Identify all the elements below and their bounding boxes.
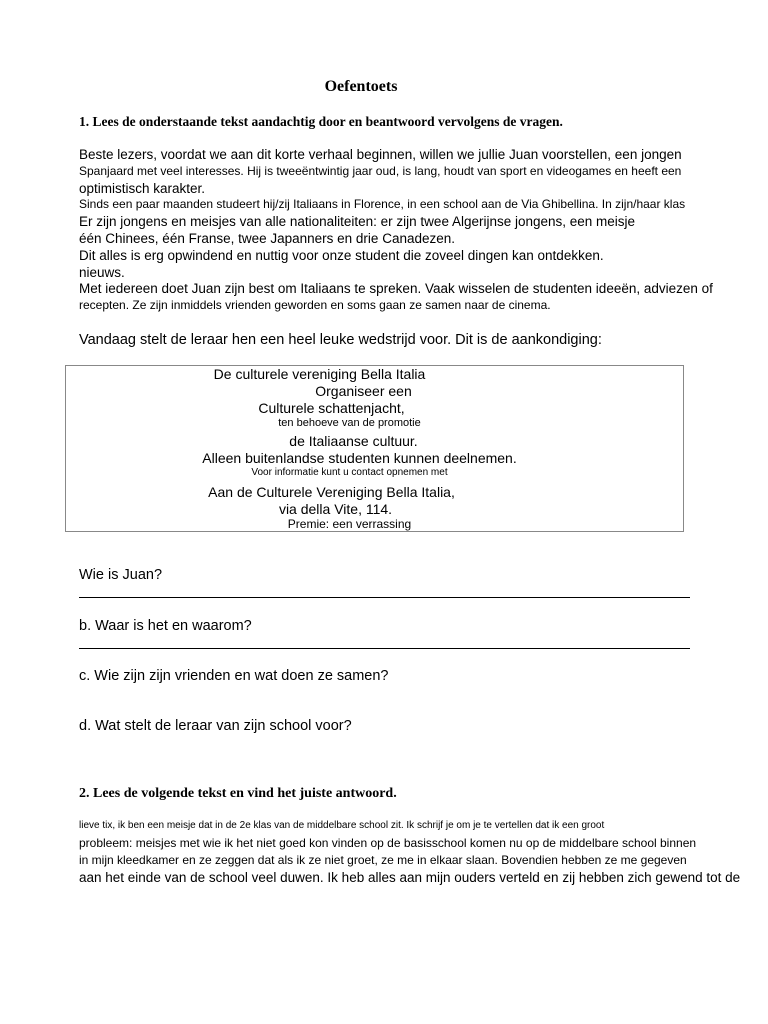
page-title: Oefentoets [324,78,398,95]
text-line: lieve tix, ik ben een meisje dat in de 2e klas van de middelbare school zit. Ik schrijf je om je te vertellen dat ik een groot [79,820,605,831]
announcement-line: Culturele schattenjacht, [258,400,405,416]
text-line: één Chinees, één Franse, twee Japanners en drie Canadezen. [79,231,455,246]
text-line: Met iedereen doet Juan zijn best om Italiaans te spreken. Vaak wisselen de studenten ideeën, adviezen of [79,281,713,296]
text-line: Dit alles is erg opwindend en nuttig voor onze student die zoveel dingen kan ontdekken. [79,248,604,263]
text-line: Spanjaard met veel interesses. Hij is tweeëntwintig jaar oud, is lang, houdt van sport en videogames en heeft een [79,164,682,178]
section-2-heading: 2. Lees de volgende tekst en vind het juiste antwoord. [79,786,397,801]
text-line: Sinds een paar maanden studeert hij/zij Italiaans in Florence, in een school aan de Via Ghibellina. In zijn/haar klas [79,197,686,211]
announcement-line: Voor informatie kunt u contact opnemen met [251,467,448,478]
announcement-intro: Vandaag stelt de leraar hen een heel leuke wedstrijd voor. Dit is de aankondiging: [79,332,602,348]
text-line: nieuws. [79,265,125,280]
answer-line [79,648,690,649]
announcement-box [65,365,684,532]
text-line: recepten. Ze zijn inmiddels vrienden geworden en soms gaan ze samen naar de cinema. [79,298,551,312]
text-line: Beste lezers, voordat we aan dit korte verhaal beginnen, willen we jullie Juan voorstellen, een jongen [79,147,682,162]
announcement-line: Aan de Culturele Vereniging Bella Italia, [208,484,455,500]
question-b: b. Waar is het en waarom? [79,618,252,634]
text-line: probleem: meisjes met wie ik het niet goed kon vinden op de basisschool komen nu op de middelbare school binnen [79,836,697,850]
answer-line [79,597,690,598]
announcement-line: ten behoeve van de promotie [278,417,421,429]
announcement-line: via della Vite, 114. [278,501,393,517]
question-d: d. Wat stelt de leraar van zijn school voor? [79,718,352,734]
text-line: optimistisch karakter. [79,181,206,196]
question-a: Wie is Juan? [79,567,163,583]
question-c: c. Wie zijn zijn vrienden en wat doen ze samen? [79,668,389,684]
text-line: Er zijn jongens en meisjes van alle nationaliteiten: er zijn twee Algerijnse jongens, een meisje [79,214,636,229]
announcement-line: Premie: een verrassing [287,517,412,531]
text-line: in mijn kleedkamer en ze zeggen dat als ik ze niet groet, ze me in elkaar slaan. Bovendien hebben ze me gegeven [79,853,687,867]
announcement-line: De culturele vereniging Bella Italia [213,366,426,382]
section-1-heading: 1. Lees de onderstaande tekst aandachtig door en beantwoord vervolgens de vragen. [79,114,563,129]
announcement-line: de Italiaanse cultuur. [289,433,418,449]
text-line: aan het einde van de school veel duwen. Ik heb alles aan mijn ouders verteld en zij hebben zich gewend tot de [79,870,741,885]
announcement-line: Alleen buitenlandse studenten kunnen deelnemen. [202,450,517,466]
announcement-line: Organiseer een [315,383,412,399]
